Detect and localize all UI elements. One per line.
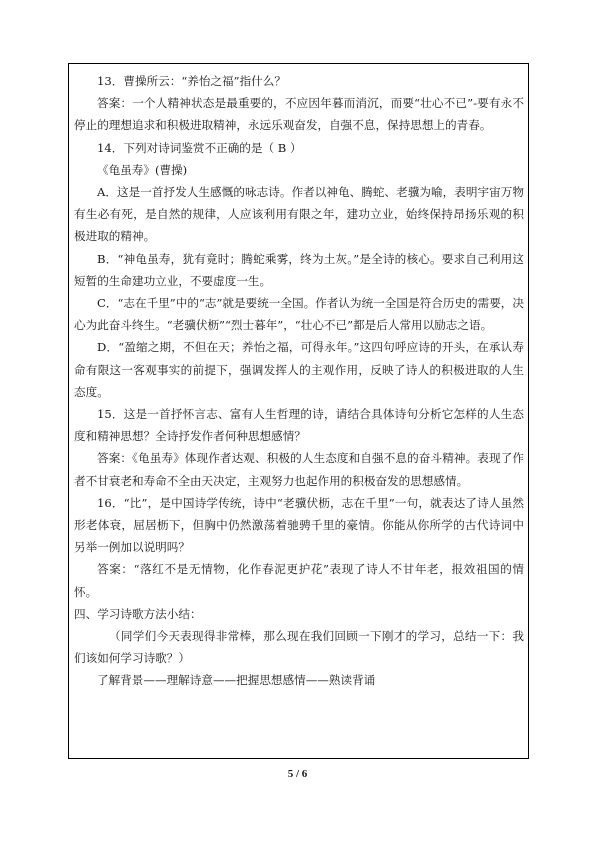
option-c: C．“志在千里”中的“志”就是要统一全国。作者认为统一全国是符合历史的需要，决心为此奋斗终生。“老骥伏枥”“烈士暮年”，“壮心不已”都是后人常用以励志之语。 (74, 296, 524, 333)
section-heading: 四、学习诗歌方法小结： (74, 606, 202, 621)
option-a: A．这是一首抒发人生感慨的咏志诗。作者以神龟、腾蛇、老骥为喻，表明宇宙万物有生必有死，是自然的规律，人应该利用有限之年，建功立业，始终保持昂扬乐观的积极进取的精神。 (74, 185, 524, 244)
option-b: B．“神龟虽寿，犹有竟时；腾蛇乘雾，终为土灰。”是全诗的核心。要求自己利用这短暂的生命建功立业，不要虚度一生。 (74, 251, 524, 288)
document-content (74, 70, 524, 692)
q14-question: 14．下列对诗词鉴赏不正确的是（ B ） (97, 140, 302, 155)
q15-answer: 答案：《龟虽寿》体现作者达观、积极的人生态度和自强不息的奋斗精神。表现了作者不甘衰老和寿命不全由天决定，主观努力也起作用的积极奋发的思想感情。 (74, 451, 524, 488)
q13-question: 13．曹操所云：“养怡之福”指什么？ (97, 74, 286, 88)
q16-question: 16．“比”，是中国诗学传统，诗中“老骥伏枥，志在千里”一句，就表达了诗人虽然形老体衰，屈居枥下，但胸中仍然激荡着驰骋千里的豪情。你能从你所学的古代诗词中另举一例加以说明吗？ (74, 495, 524, 555)
q13-answer: 答案：一个人精神状态是最重要的，不应因年暮而消沉，而要“壮心不已”-要有永不停止的理想追求和积极进取精神，永远乐观奋发，自强不息，保持思想上的青春。 (74, 96, 524, 133)
method-steps: 了解背景——理解诗意——把握思想感情——熟读背诵 (97, 673, 376, 688)
q16-answer: 答案：“落红不是无情物，化作春泥更护花”表现了诗人不甘年老，报效祖国的情怀。 (74, 562, 524, 599)
page-number: 5 / 6 (287, 768, 308, 780)
q15-question: 15．这是一首抒怀言志、富有人生哲理的诗，请结合具体诗句分析它怎样的人生态度和精神思想？全诗抒发作者何种思想感情？ (74, 407, 524, 444)
summary-prompt: （同学们今天表现得非常棒，那么现在我们回顾一下刚才的学习，总结一下：我们该如何学习诗歌？） (74, 629, 524, 666)
poem-title: 《龟虽寿》(曹操) (97, 162, 188, 177)
option-d: D．“盈缩之期，不但在天；养怡之福，可得永年。”这四句呼应诗的开头，在承认寿命有限这一客观事实的前提下，强调发挥人的主观作用，反映了诗人的积极进取的人生态度。 (74, 340, 524, 399)
